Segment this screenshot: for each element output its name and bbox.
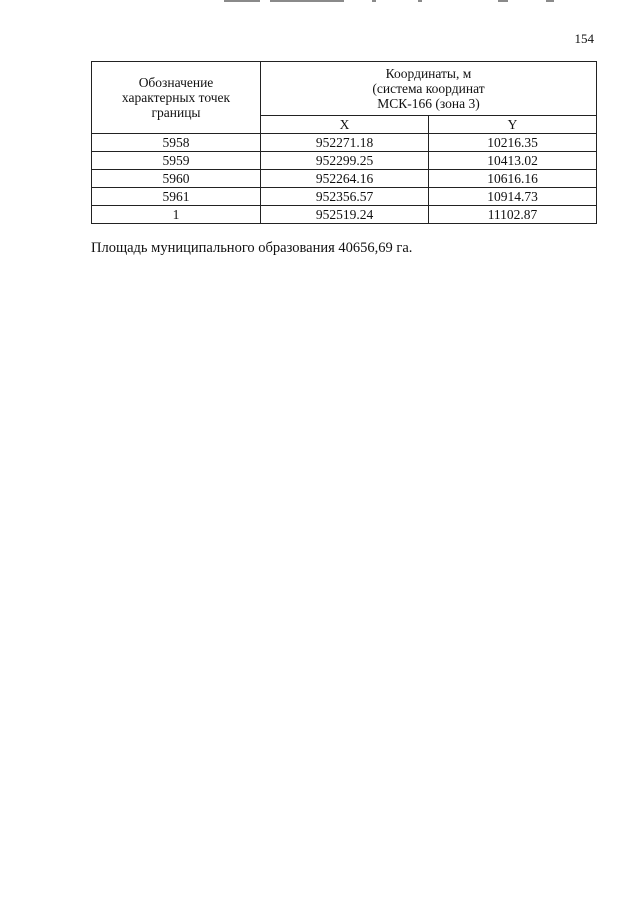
x-cell: 952271.18 bbox=[261, 134, 429, 152]
point-cell: 5958 bbox=[92, 134, 261, 152]
coords-header-line1: Координаты, м bbox=[385, 65, 472, 81]
y-column-header: Y bbox=[429, 115, 597, 133]
points-column-header bbox=[92, 62, 261, 134]
y-cell: 10413.02 bbox=[429, 152, 597, 170]
point-cell: 1 bbox=[92, 206, 261, 224]
x-cell: 952264.16 bbox=[261, 170, 429, 188]
table-row bbox=[92, 170, 597, 188]
table-row bbox=[92, 134, 597, 152]
x-cell: 952356.57 bbox=[261, 188, 429, 206]
y-cell: 10616.16 bbox=[429, 170, 597, 188]
area-statement: Площадь муниципального образования 40656,69 га. bbox=[91, 240, 413, 256]
x-cell: 952519.24 bbox=[261, 206, 429, 224]
table-header-row bbox=[92, 62, 597, 116]
scan-top-marks bbox=[0, 0, 640, 4]
table-row bbox=[92, 206, 597, 224]
point-cell: 5959 bbox=[92, 152, 261, 170]
y-cell: 10216.35 bbox=[429, 134, 597, 152]
x-cell: 952299.25 bbox=[261, 152, 429, 170]
x-column-header: X bbox=[261, 115, 429, 133]
table-row bbox=[92, 152, 597, 170]
coordinates-column-header bbox=[261, 62, 597, 116]
y-cell: 11102.87 bbox=[429, 206, 597, 224]
coords-header-line3: МСК-166 (зона 3) bbox=[377, 95, 480, 111]
coords-header-line2: (система координат bbox=[372, 80, 485, 96]
point-cell: 5960 bbox=[92, 170, 261, 188]
y-cell: 10914.73 bbox=[429, 188, 597, 206]
point-cell: 5961 bbox=[92, 188, 261, 206]
table-row bbox=[92, 188, 597, 206]
page-number: 154 bbox=[574, 31, 594, 46]
points-header-label: Обозначение характерных точек границы bbox=[121, 75, 231, 120]
coordinates-table bbox=[91, 61, 597, 224]
